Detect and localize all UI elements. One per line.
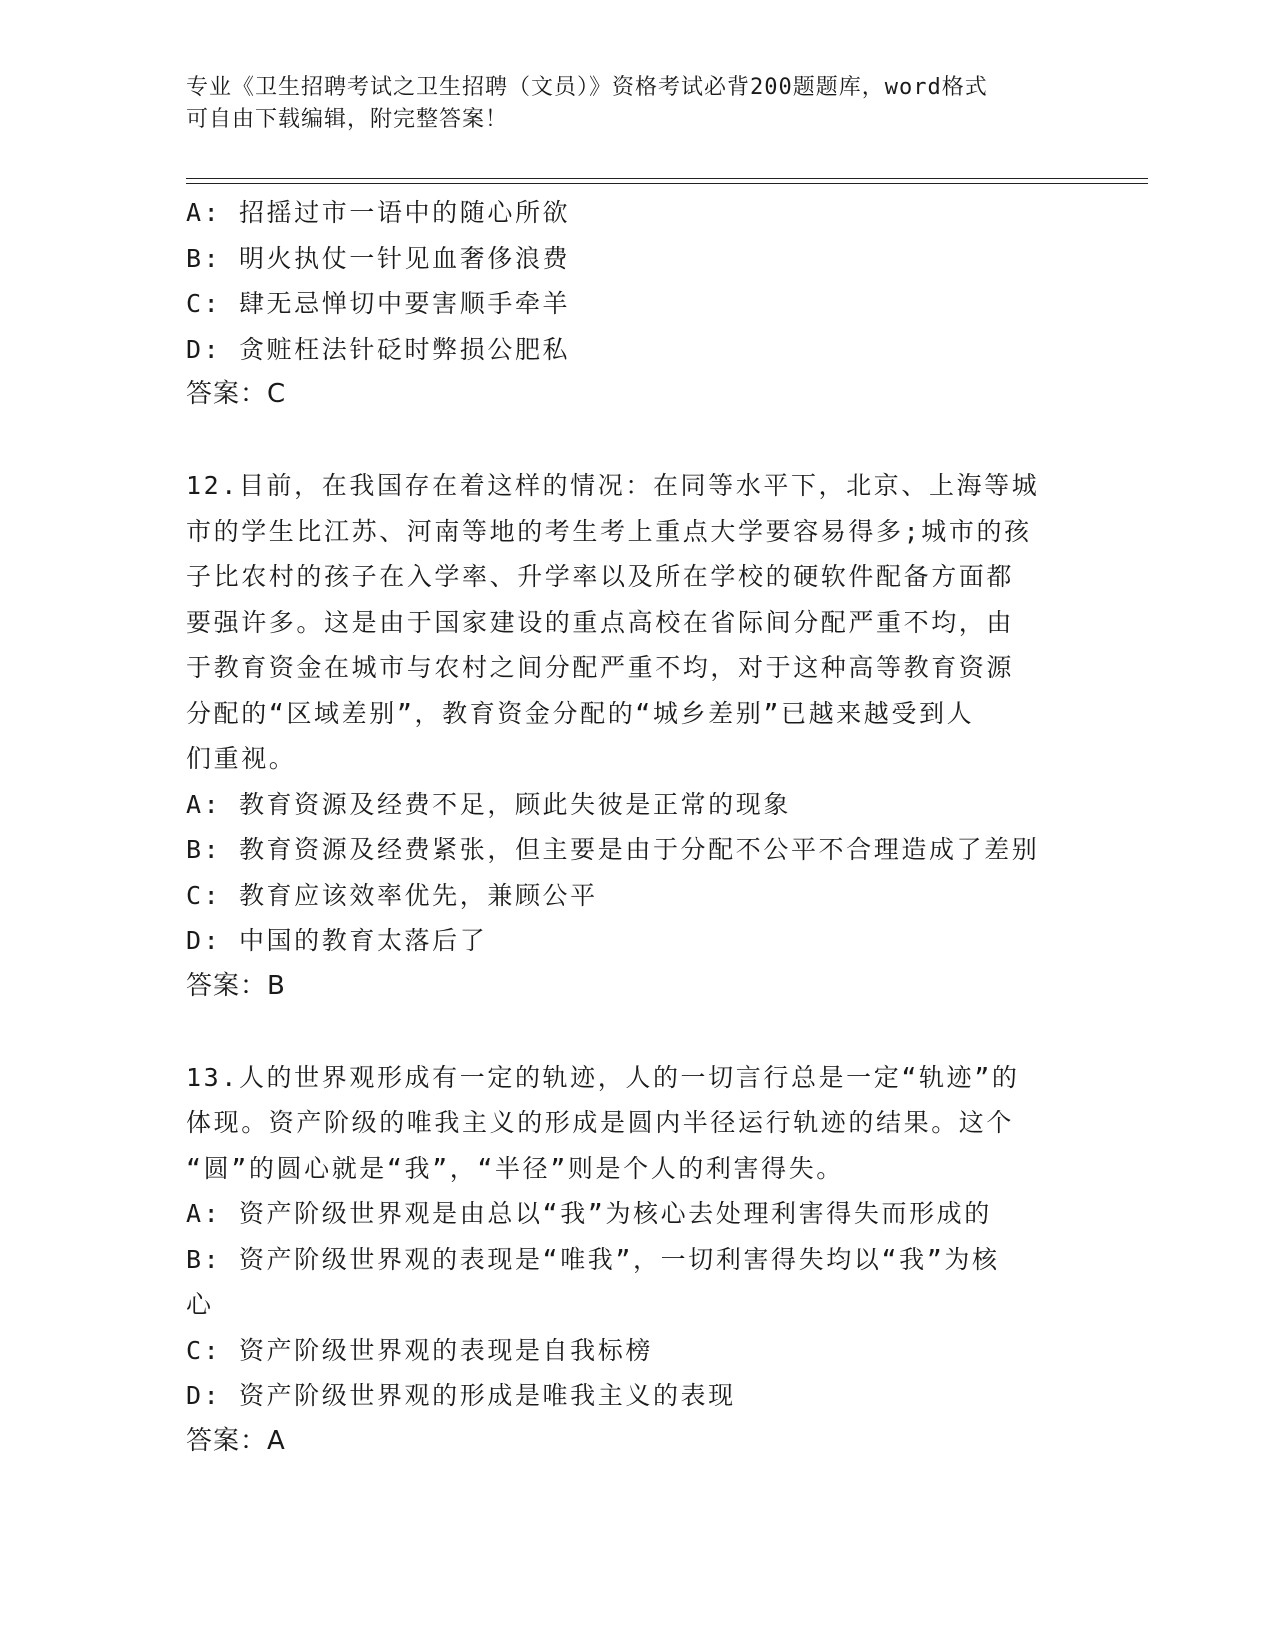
option-c: C: 教育应该效率优先，兼顾公平	[186, 880, 598, 910]
block-spacer	[186, 1009, 1076, 1055]
option-d: D: 资产阶级世界观的形成是唯我主义的表现	[186, 1381, 736, 1410]
option-b: B: 明火执仗一针见血奢侈浪费	[186, 243, 571, 273]
option-b-continued: 心	[186, 1290, 214, 1319]
option-a: A: 教育资源及经费不足，顾此失彼是正常的现象	[186, 789, 791, 819]
question-text-line: 体现。资产阶级的唯我主义的形成是圆内半径运行轨迹的结果。这个	[186, 1108, 1015, 1137]
question-text-line: 于教育资金在城市与农村之间分配严重不均，对于这种高等教育资源	[186, 653, 1015, 682]
option-b: B: 资产阶级世界观的表现是“唯我”，一切利害得失均以“我”为核	[186, 1244, 1000, 1274]
question-block-12	[186, 463, 1076, 1009]
question-text-line: 分配的“区域差别”，教育资金分配的“城乡差别”已越来越受到人	[186, 698, 975, 728]
option-d: D: 中国的教育太落后了	[186, 926, 488, 955]
option-a: A: 资产阶级世界观是由总以“我”为核心去处理利害得失而形成的	[186, 1199, 992, 1228]
answer-line: 答案：A	[186, 1425, 286, 1456]
question-block-13	[186, 1055, 1076, 1465]
question-block-11	[186, 190, 1076, 418]
question-content	[186, 190, 1076, 1464]
question-text-line: 子比农村的孩子在入学率、升学率以及所在学校的硬软件配备方面都	[186, 562, 1015, 591]
header-divider-bottom	[186, 183, 1148, 184]
answer-line: 答案：C	[186, 379, 287, 409]
option-c: C: 肆无忌惮切中要害顺手牵羊	[186, 289, 571, 318]
document-header	[186, 72, 1066, 136]
header-line-2: 可自由下载编辑，附完整答案！	[186, 107, 509, 132]
question-text-line: “圆”的圆心就是“我”，“半径”则是个人的利害得失。	[186, 1153, 844, 1183]
block-spacer	[186, 418, 1076, 464]
question-text-line: 要强许多。这是由于国家建设的重点高校在省际间分配严重不均，由	[186, 607, 1015, 637]
question-text-line: 12.目前，在我国存在着这样的情况：在同等水平下，北京、上海等城	[186, 471, 1040, 500]
question-text-line: 13.人的世界观形成有一定的轨迹，人的一切言行总是一定“轨迹”的	[186, 1062, 1020, 1092]
header-divider-top	[186, 178, 1148, 179]
question-text-line: 们重视。	[186, 744, 297, 773]
option-d: D: 贪赃枉法针砭时弊损公肥私	[186, 334, 571, 364]
option-b: B: 教育资源及经费紧张，但主要是由于分配不公平不合理造成了差别	[186, 835, 1040, 864]
question-text-line: 市的学生比江苏、河南等地的考生考上重点大学要容易得多;城市的孩	[186, 516, 1032, 546]
header-line-1: 专业《卫生招聘考试之卫生招聘（文员）》资格考试必背200题题库，word格式	[186, 75, 988, 100]
answer-line: 答案：B	[186, 970, 286, 1001]
option-a: A: 招摇过市一语中的随心所欲	[186, 198, 571, 227]
option-c: C: 资产阶级世界观的表现是自我标榜	[186, 1335, 653, 1365]
